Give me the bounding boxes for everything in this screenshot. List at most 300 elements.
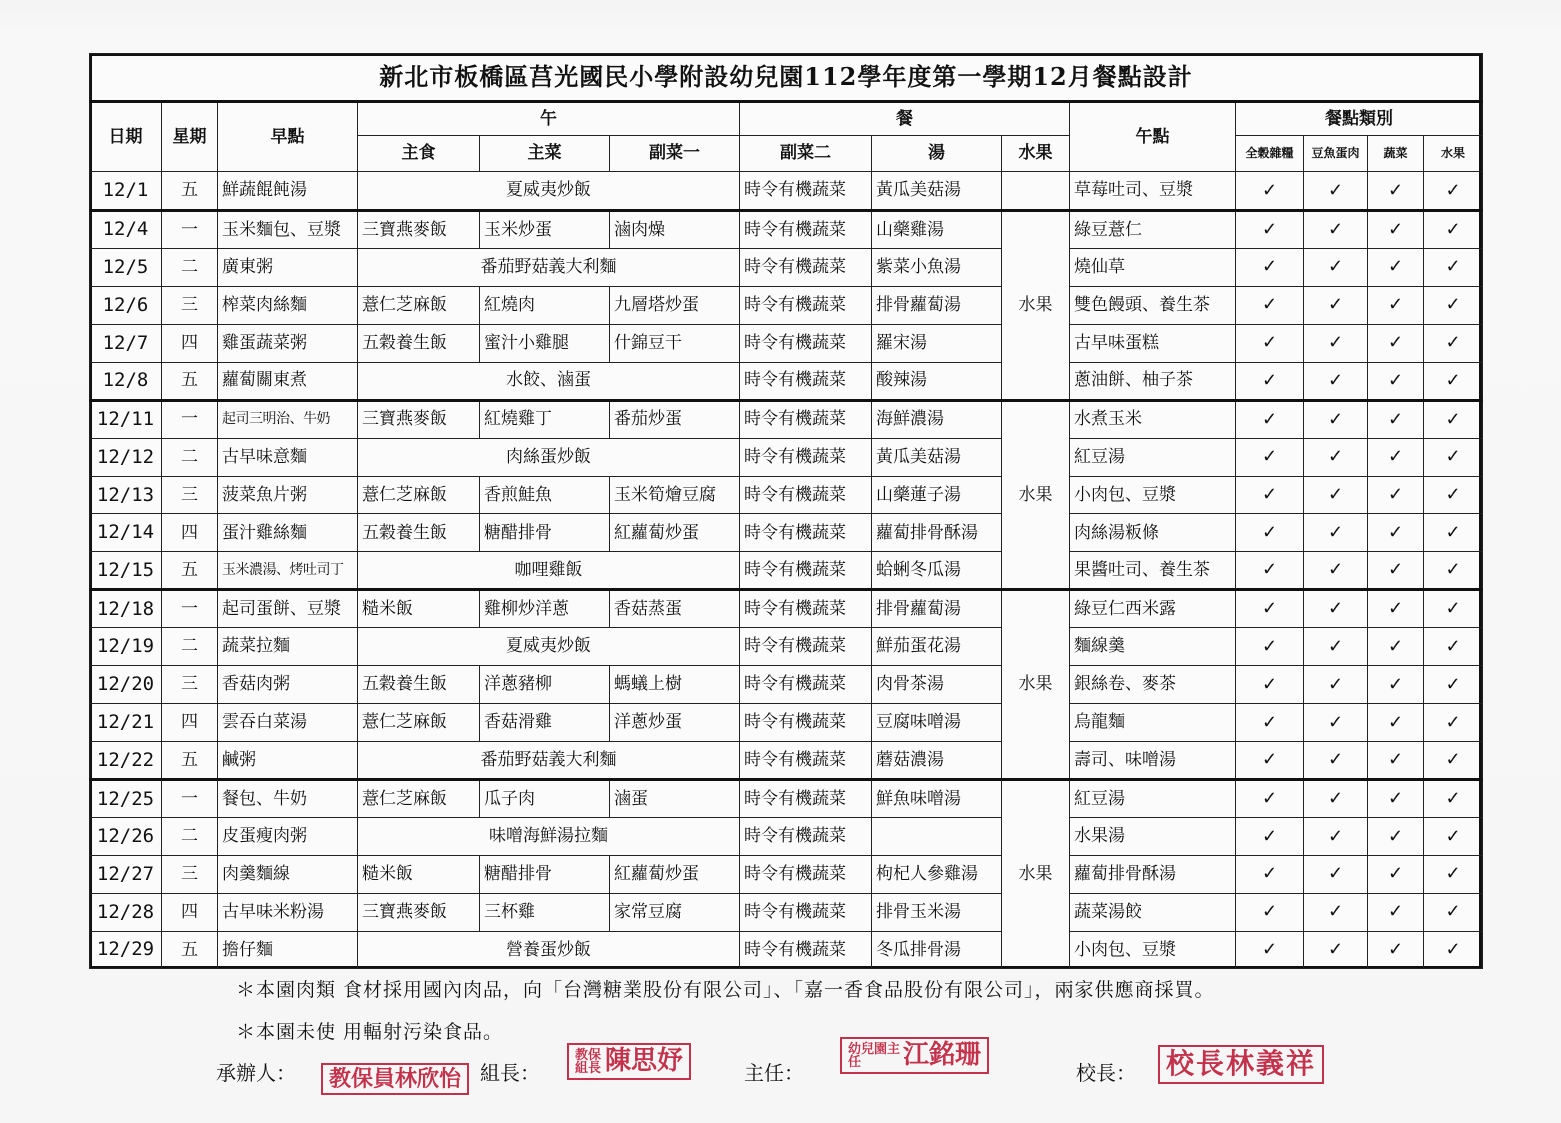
side1-cell: 家常豆腐 bbox=[610, 893, 740, 931]
main-dish-cell: 洋蔥豬柳 bbox=[480, 666, 610, 704]
menu-row bbox=[90, 514, 1483, 552]
breakfast-cell: 古早味米粉湯 bbox=[218, 893, 358, 931]
check-grain: ✓ bbox=[1236, 210, 1304, 248]
check-protein: ✓ bbox=[1304, 210, 1368, 248]
check-grain: ✓ bbox=[1236, 780, 1304, 818]
check-veg: ✓ bbox=[1368, 893, 1424, 931]
weekday-cell: 一 bbox=[162, 210, 218, 248]
fruit-cell: 水果 bbox=[1002, 210, 1070, 400]
check-fruit: ✓ bbox=[1424, 893, 1483, 931]
snack-cell: 烏龍麵 bbox=[1070, 704, 1236, 742]
side2-cell: 時令有機蔬菜 bbox=[740, 514, 872, 552]
soup-cell: 山藥雞湯 bbox=[872, 210, 1002, 248]
side2-cell: 時令有機蔬菜 bbox=[740, 286, 872, 324]
side2-cell: 時令有機蔬菜 bbox=[740, 893, 872, 931]
check-veg: ✓ bbox=[1368, 514, 1424, 552]
check-grain: ✓ bbox=[1236, 666, 1304, 704]
check-fruit: ✓ bbox=[1424, 855, 1483, 893]
director-stamp bbox=[840, 1037, 989, 1074]
side2-cell: 時令有機蔬菜 bbox=[740, 704, 872, 742]
menu-row bbox=[90, 931, 1483, 968]
check-fruit: ✓ bbox=[1424, 704, 1483, 742]
check-fruit: ✓ bbox=[1424, 324, 1483, 362]
header-fruit: 水果 bbox=[1002, 136, 1070, 172]
check-grain: ✓ bbox=[1236, 286, 1304, 324]
soup-cell: 黃瓜美菇湯 bbox=[872, 438, 1002, 476]
check-protein: ✓ bbox=[1304, 248, 1368, 286]
header-cat-grain: 全穀雜糧 bbox=[1236, 136, 1304, 172]
soup-cell: 鮮魚味噌湯 bbox=[872, 780, 1002, 818]
lunch-combined-cell: 營養蛋炒飯 bbox=[358, 931, 740, 968]
date-cell: 12/26 bbox=[90, 817, 162, 855]
check-protein: ✓ bbox=[1304, 590, 1368, 628]
menu-row bbox=[90, 324, 1483, 362]
menu-row bbox=[90, 628, 1483, 666]
breakfast-cell: 廣東粥 bbox=[218, 248, 358, 286]
snack-cell: 紅豆湯 bbox=[1070, 438, 1236, 476]
weekday-cell: 三 bbox=[162, 855, 218, 893]
weekday-cell: 四 bbox=[162, 893, 218, 931]
check-fruit: ✓ bbox=[1424, 931, 1483, 968]
weekday-cell: 二 bbox=[162, 438, 218, 476]
side1-cell: 九層塔炒蛋 bbox=[610, 286, 740, 324]
snack-cell: 綠豆仁西米露 bbox=[1070, 590, 1236, 628]
check-grain: ✓ bbox=[1236, 400, 1304, 438]
check-fruit: ✓ bbox=[1424, 362, 1483, 400]
check-veg: ✓ bbox=[1368, 324, 1424, 362]
snack-cell: 草莓吐司、豆漿 bbox=[1070, 172, 1236, 211]
breakfast-cell: 餐包、牛奶 bbox=[218, 780, 358, 818]
header-side1: 副菜一 bbox=[610, 136, 740, 172]
breakfast-cell: 古早味意麵 bbox=[218, 438, 358, 476]
breakfast-cell: 鮮蔬餛飩湯 bbox=[218, 172, 358, 211]
header-cat-veg: 蔬菜 bbox=[1368, 136, 1424, 172]
soup-cell: 紫菜小魚湯 bbox=[872, 248, 1002, 286]
breakfast-cell: 蛋汁雞絲麵 bbox=[218, 514, 358, 552]
weekday-cell: 一 bbox=[162, 780, 218, 818]
check-grain: ✓ bbox=[1236, 362, 1304, 400]
check-grain: ✓ bbox=[1236, 248, 1304, 286]
weekday-cell: 二 bbox=[162, 248, 218, 286]
header-cat-protein: 豆魚蛋肉 bbox=[1304, 136, 1368, 172]
check-fruit: ✓ bbox=[1424, 666, 1483, 704]
soup-cell: 豆腐味噌湯 bbox=[872, 704, 1002, 742]
check-veg: ✓ bbox=[1368, 248, 1424, 286]
header-lunch-right: 餐 bbox=[740, 102, 1070, 136]
date-cell: 12/6 bbox=[90, 286, 162, 324]
header-snack: 午點 bbox=[1070, 102, 1236, 172]
staple-cell: 薏仁芝麻飯 bbox=[358, 286, 480, 324]
check-protein: ✓ bbox=[1304, 780, 1368, 818]
header-soup: 湯 bbox=[872, 136, 1002, 172]
side2-cell: 時令有機蔬菜 bbox=[740, 931, 872, 968]
fruit-cell: 水果 bbox=[1002, 400, 1070, 590]
header-main-dish: 主菜 bbox=[480, 136, 610, 172]
check-fruit: ✓ bbox=[1424, 210, 1483, 248]
check-veg: ✓ bbox=[1368, 628, 1424, 666]
date-cell: 12/15 bbox=[90, 552, 162, 590]
date-cell: 12/1 bbox=[90, 172, 162, 211]
menu-row bbox=[90, 817, 1483, 855]
leader-stamp bbox=[567, 1043, 691, 1080]
side2-cell: 時令有機蔬菜 bbox=[740, 817, 872, 855]
menu-row bbox=[90, 286, 1483, 324]
header-cat-fruit: 水果 bbox=[1424, 136, 1483, 172]
date-cell: 12/19 bbox=[90, 628, 162, 666]
soup-cell bbox=[872, 817, 1002, 855]
date-cell: 12/22 bbox=[90, 742, 162, 780]
date-cell: 12/7 bbox=[90, 324, 162, 362]
weekday-cell: 五 bbox=[162, 931, 218, 968]
breakfast-cell: 起司三明治、牛奶 bbox=[218, 400, 358, 438]
snack-cell: 壽司、味噌湯 bbox=[1070, 742, 1236, 780]
weekday-cell: 一 bbox=[162, 400, 218, 438]
director-stamp-title: 幼兒園主任 bbox=[848, 1042, 901, 1070]
soup-cell: 蛤蜊冬瓜湯 bbox=[872, 552, 1002, 590]
side1-cell: 紅蘿蔔炒蛋 bbox=[610, 514, 740, 552]
check-protein: ✓ bbox=[1304, 931, 1368, 968]
menu-row bbox=[90, 893, 1483, 931]
snack-cell: 小肉包、豆漿 bbox=[1070, 476, 1236, 514]
menu-row bbox=[90, 704, 1483, 742]
date-cell: 12/28 bbox=[90, 893, 162, 931]
soup-cell: 羅宋湯 bbox=[872, 324, 1002, 362]
weekday-cell: 四 bbox=[162, 514, 218, 552]
staple-cell: 薏仁芝麻飯 bbox=[358, 780, 480, 818]
check-veg: ✓ bbox=[1368, 666, 1424, 704]
check-veg: ✓ bbox=[1368, 362, 1424, 400]
snack-cell: 燒仙草 bbox=[1070, 248, 1236, 286]
note-meat-source: ＊本園肉類 食材採用國內肉品，向「台灣糖業股份有限公司」、「嘉一香食品股份有限公司」，兩家供應商採買。 bbox=[236, 979, 1215, 1001]
side2-cell: 時令有機蔬菜 bbox=[740, 324, 872, 362]
check-protein: ✓ bbox=[1304, 514, 1368, 552]
weekday-cell: 三 bbox=[162, 476, 218, 514]
check-veg: ✓ bbox=[1368, 438, 1424, 476]
check-grain: ✓ bbox=[1236, 628, 1304, 666]
menu-row bbox=[90, 666, 1483, 704]
lunch-combined-cell: 夏威夷炒飯 bbox=[358, 628, 740, 666]
check-veg: ✓ bbox=[1368, 742, 1424, 780]
date-cell: 12/13 bbox=[90, 476, 162, 514]
side1-cell: 滷肉燥 bbox=[610, 210, 740, 248]
main-dish-cell: 三杯雞 bbox=[480, 893, 610, 931]
handler-stamp: 教保員林欣怡 bbox=[321, 1063, 469, 1095]
staple-cell: 三寶燕麥飯 bbox=[358, 400, 480, 438]
date-cell: 12/11 bbox=[90, 400, 162, 438]
fruit-cell: 水果 bbox=[1002, 590, 1070, 780]
breakfast-cell: 蘿蔔關東煮 bbox=[218, 362, 358, 400]
check-veg: ✓ bbox=[1368, 855, 1424, 893]
soup-cell: 冬瓜排骨湯 bbox=[872, 931, 1002, 968]
check-grain: ✓ bbox=[1236, 476, 1304, 514]
side2-cell: 時令有機蔬菜 bbox=[740, 780, 872, 818]
check-veg: ✓ bbox=[1368, 476, 1424, 514]
soup-cell: 海鮮濃湯 bbox=[872, 400, 1002, 438]
weekday-cell: 四 bbox=[162, 704, 218, 742]
check-fruit: ✓ bbox=[1424, 590, 1483, 628]
check-protein: ✓ bbox=[1304, 476, 1368, 514]
check-fruit: ✓ bbox=[1424, 248, 1483, 286]
menu-row bbox=[90, 210, 1483, 248]
check-grain: ✓ bbox=[1236, 514, 1304, 552]
menu-row bbox=[90, 476, 1483, 514]
snack-cell: 銀絲卷、麥茶 bbox=[1070, 666, 1236, 704]
lunch-combined-cell: 咖哩雞飯 bbox=[358, 552, 740, 590]
check-fruit: ✓ bbox=[1424, 780, 1483, 818]
check-grain: ✓ bbox=[1236, 704, 1304, 742]
weekday-cell: 五 bbox=[162, 552, 218, 590]
breakfast-cell: 蔬菜拉麵 bbox=[218, 628, 358, 666]
check-grain: ✓ bbox=[1236, 552, 1304, 590]
side2-cell: 時令有機蔬菜 bbox=[740, 438, 872, 476]
side1-cell: 洋蔥炒蛋 bbox=[610, 704, 740, 742]
check-fruit: ✓ bbox=[1424, 552, 1483, 590]
menu-row bbox=[90, 742, 1483, 780]
side1-cell: 玉米筍燴豆腐 bbox=[610, 476, 740, 514]
header-lunch-left: 午 bbox=[358, 102, 740, 136]
soup-cell: 鮮茄蛋花湯 bbox=[872, 628, 1002, 666]
date-cell: 12/8 bbox=[90, 362, 162, 400]
menu-row bbox=[90, 780, 1483, 818]
check-protein: ✓ bbox=[1304, 666, 1368, 704]
side1-cell: 番茄炒蛋 bbox=[610, 400, 740, 438]
check-fruit: ✓ bbox=[1424, 286, 1483, 324]
check-protein: ✓ bbox=[1304, 817, 1368, 855]
staple-cell: 糙米飯 bbox=[358, 590, 480, 628]
side1-cell: 紅蘿蔔炒蛋 bbox=[610, 855, 740, 893]
weekday-cell: 二 bbox=[162, 628, 218, 666]
side2-cell: 時令有機蔬菜 bbox=[740, 855, 872, 893]
date-cell: 12/25 bbox=[90, 780, 162, 818]
check-grain: ✓ bbox=[1236, 590, 1304, 628]
side2-cell: 時令有機蔬菜 bbox=[740, 400, 872, 438]
breakfast-cell: 雲吞白菜湯 bbox=[218, 704, 358, 742]
lunch-combined-cell: 夏威夷炒飯 bbox=[358, 172, 740, 211]
check-veg: ✓ bbox=[1368, 931, 1424, 968]
soup-cell: 排骨蘿蔔湯 bbox=[872, 286, 1002, 324]
header-weekday: 星期 bbox=[162, 102, 218, 172]
leader-stamp-name: 陳思妤 bbox=[605, 1046, 684, 1076]
main-dish-cell: 瓜子肉 bbox=[480, 780, 610, 818]
date-cell: 12/18 bbox=[90, 590, 162, 628]
check-veg: ✓ bbox=[1368, 817, 1424, 855]
main-dish-cell: 玉米炒蛋 bbox=[480, 210, 610, 248]
check-fruit: ✓ bbox=[1424, 400, 1483, 438]
soup-cell: 肉骨茶湯 bbox=[872, 666, 1002, 704]
check-veg: ✓ bbox=[1368, 704, 1424, 742]
check-grain: ✓ bbox=[1236, 172, 1304, 211]
check-veg: ✓ bbox=[1368, 780, 1424, 818]
leader-stamp-title: 教保組長 bbox=[575, 1048, 602, 1076]
check-fruit: ✓ bbox=[1424, 438, 1483, 476]
main-dish-cell: 香煎鮭魚 bbox=[480, 476, 610, 514]
principal-stamp: 校長林義祥 bbox=[1158, 1045, 1324, 1084]
staple-cell: 薏仁芝麻飯 bbox=[358, 704, 480, 742]
check-grain: ✓ bbox=[1236, 893, 1304, 931]
staple-cell: 三寶燕麥飯 bbox=[358, 893, 480, 931]
main-dish-cell: 香菇滑雞 bbox=[480, 704, 610, 742]
side1-cell: 滷蛋 bbox=[610, 780, 740, 818]
side1-cell: 什錦豆干 bbox=[610, 324, 740, 362]
menu-row bbox=[90, 552, 1483, 590]
main-dish-cell: 糖醋排骨 bbox=[480, 855, 610, 893]
soup-cell: 酸辣湯 bbox=[872, 362, 1002, 400]
side2-cell: 時令有機蔬菜 bbox=[740, 172, 872, 211]
check-grain: ✓ bbox=[1236, 817, 1304, 855]
lunch-combined-cell: 肉絲蛋炒飯 bbox=[358, 438, 740, 476]
breakfast-cell: 玉米麵包、豆漿 bbox=[218, 210, 358, 248]
fruit-cell: 水果 bbox=[1002, 780, 1070, 969]
header-date: 日期 bbox=[90, 102, 162, 172]
check-grain: ✓ bbox=[1236, 931, 1304, 968]
soup-cell: 黃瓜美菇湯 bbox=[872, 172, 1002, 211]
check-veg: ✓ bbox=[1368, 552, 1424, 590]
check-protein: ✓ bbox=[1304, 704, 1368, 742]
main-dish-cell: 蜜汁小雞腿 bbox=[480, 324, 610, 362]
menu-row bbox=[90, 400, 1483, 438]
menu-row bbox=[90, 362, 1483, 400]
date-cell: 12/27 bbox=[90, 855, 162, 893]
weekday-cell: 五 bbox=[162, 362, 218, 400]
weekday-cell: 二 bbox=[162, 817, 218, 855]
leader-label: 組長： bbox=[480, 1061, 540, 1085]
menu-row bbox=[90, 248, 1483, 286]
side1-cell: 香菇蒸蛋 bbox=[610, 590, 740, 628]
side2-cell: 時令有機蔬菜 bbox=[740, 590, 872, 628]
date-cell: 12/21 bbox=[90, 704, 162, 742]
menu-row bbox=[90, 855, 1483, 893]
main-dish-cell: 紅燒雞丁 bbox=[480, 400, 610, 438]
weekday-cell: 三 bbox=[162, 666, 218, 704]
breakfast-cell: 菠菜魚片粥 bbox=[218, 476, 358, 514]
breakfast-cell: 鹹粥 bbox=[218, 742, 358, 780]
check-fruit: ✓ bbox=[1424, 476, 1483, 514]
lunch-combined-cell: 味噌海鮮湯拉麵 bbox=[358, 817, 740, 855]
snack-cell: 肉絲湯粄條 bbox=[1070, 514, 1236, 552]
main-dish-cell: 糖醋排骨 bbox=[480, 514, 610, 552]
side2-cell: 時令有機蔬菜 bbox=[740, 476, 872, 514]
check-fruit: ✓ bbox=[1424, 628, 1483, 666]
header-staple: 主食 bbox=[358, 136, 480, 172]
check-grain: ✓ bbox=[1236, 324, 1304, 362]
header-side2: 副菜二 bbox=[740, 136, 872, 172]
lunch-combined-cell: 番茄野菇義大利麵 bbox=[358, 248, 740, 286]
snack-cell: 水煮玉米 bbox=[1070, 400, 1236, 438]
soup-cell: 排骨蘿蔔湯 bbox=[872, 590, 1002, 628]
date-cell: 12/5 bbox=[90, 248, 162, 286]
side2-cell: 時令有機蔬菜 bbox=[740, 362, 872, 400]
breakfast-cell: 雞蛋蔬菜粥 bbox=[218, 324, 358, 362]
menu-body bbox=[90, 172, 1483, 969]
side1-cell: 螞蟻上樹 bbox=[610, 666, 740, 704]
snack-cell: 小肉包、豆漿 bbox=[1070, 931, 1236, 968]
staple-cell: 五穀養生飯 bbox=[358, 324, 480, 362]
weekday-cell: 一 bbox=[162, 590, 218, 628]
side2-cell: 時令有機蔬菜 bbox=[740, 742, 872, 780]
main-dish-cell: 紅燒肉 bbox=[480, 286, 610, 324]
header-category: 餐點類別 bbox=[1236, 102, 1483, 136]
snack-cell: 綠豆薏仁 bbox=[1070, 210, 1236, 248]
breakfast-cell: 肉羹麵線 bbox=[218, 855, 358, 893]
check-veg: ✓ bbox=[1368, 172, 1424, 211]
check-veg: ✓ bbox=[1368, 590, 1424, 628]
date-cell: 12/14 bbox=[90, 514, 162, 552]
staple-cell: 五穀養生飯 bbox=[358, 514, 480, 552]
handler-label: 承辦人： bbox=[216, 1061, 296, 1085]
check-fruit: ✓ bbox=[1424, 172, 1483, 211]
check-protein: ✓ bbox=[1304, 362, 1368, 400]
side2-cell: 時令有機蔬菜 bbox=[740, 552, 872, 590]
weekday-cell: 三 bbox=[162, 286, 218, 324]
check-protein: ✓ bbox=[1304, 400, 1368, 438]
staple-cell: 薏仁芝麻飯 bbox=[358, 476, 480, 514]
principal-label: 校長： bbox=[1076, 1061, 1136, 1085]
director-label: 主任： bbox=[744, 1061, 804, 1085]
check-protein: ✓ bbox=[1304, 324, 1368, 362]
menu-row bbox=[90, 172, 1483, 211]
date-cell: 12/12 bbox=[90, 438, 162, 476]
page-title: 新北市板橋區莒光國民小學附設幼兒園112學年度第一學期12月餐點設計 bbox=[90, 54, 1483, 102]
staple-cell: 五穀養生飯 bbox=[358, 666, 480, 704]
check-protein: ✓ bbox=[1304, 286, 1368, 324]
check-veg: ✓ bbox=[1368, 210, 1424, 248]
date-cell: 12/20 bbox=[90, 666, 162, 704]
breakfast-cell: 香菇肉粥 bbox=[218, 666, 358, 704]
snack-cell: 蔬菜湯餃 bbox=[1070, 893, 1236, 931]
breakfast-cell: 皮蛋瘦肉粥 bbox=[218, 817, 358, 855]
check-protein: ✓ bbox=[1304, 552, 1368, 590]
menu-table bbox=[89, 53, 1483, 969]
snack-cell: 水果湯 bbox=[1070, 817, 1236, 855]
breakfast-cell: 榨菜肉絲麵 bbox=[218, 286, 358, 324]
snack-cell: 蔥油餅、柚子茶 bbox=[1070, 362, 1236, 400]
check-protein: ✓ bbox=[1304, 438, 1368, 476]
snack-cell: 果醬吐司、養生茶 bbox=[1070, 552, 1236, 590]
breakfast-cell: 玉米濃湯、烤吐司丁 bbox=[218, 552, 358, 590]
side2-cell: 時令有機蔬菜 bbox=[740, 666, 872, 704]
check-grain: ✓ bbox=[1236, 742, 1304, 780]
check-fruit: ✓ bbox=[1424, 742, 1483, 780]
snack-cell: 麵線羹 bbox=[1070, 628, 1236, 666]
check-fruit: ✓ bbox=[1424, 514, 1483, 552]
check-fruit: ✓ bbox=[1424, 817, 1483, 855]
soup-cell: 蘑菇濃湯 bbox=[872, 742, 1002, 780]
check-grain: ✓ bbox=[1236, 438, 1304, 476]
director-stamp-name: 江銘珊 bbox=[903, 1040, 982, 1070]
date-cell: 12/29 bbox=[90, 931, 162, 968]
main-dish-cell: 雞柳炒洋蔥 bbox=[480, 590, 610, 628]
lunch-combined-cell: 水餃、滷蛋 bbox=[358, 362, 740, 400]
note-radiation: ＊本園未使 用輻射污染食品。 bbox=[236, 1021, 504, 1043]
weekday-cell: 四 bbox=[162, 324, 218, 362]
breakfast-cell: 擔仔麵 bbox=[218, 931, 358, 968]
soup-cell: 蘿蔔排骨酥湯 bbox=[872, 514, 1002, 552]
side2-cell: 時令有機蔬菜 bbox=[740, 248, 872, 286]
snack-cell: 紅豆湯 bbox=[1070, 780, 1236, 818]
check-protein: ✓ bbox=[1304, 628, 1368, 666]
check-veg: ✓ bbox=[1368, 400, 1424, 438]
menu-row bbox=[90, 590, 1483, 628]
snack-cell: 蘿蔔排骨酥湯 bbox=[1070, 855, 1236, 893]
weekday-cell: 五 bbox=[162, 742, 218, 780]
soup-cell: 排骨玉米湯 bbox=[872, 893, 1002, 931]
check-protein: ✓ bbox=[1304, 742, 1368, 780]
check-protein: ✓ bbox=[1304, 893, 1368, 931]
staple-cell: 三寶燕麥飯 bbox=[358, 210, 480, 248]
snack-cell: 雙色饅頭、養生茶 bbox=[1070, 286, 1236, 324]
weekday-cell: 五 bbox=[162, 172, 218, 211]
menu-row bbox=[90, 438, 1483, 476]
